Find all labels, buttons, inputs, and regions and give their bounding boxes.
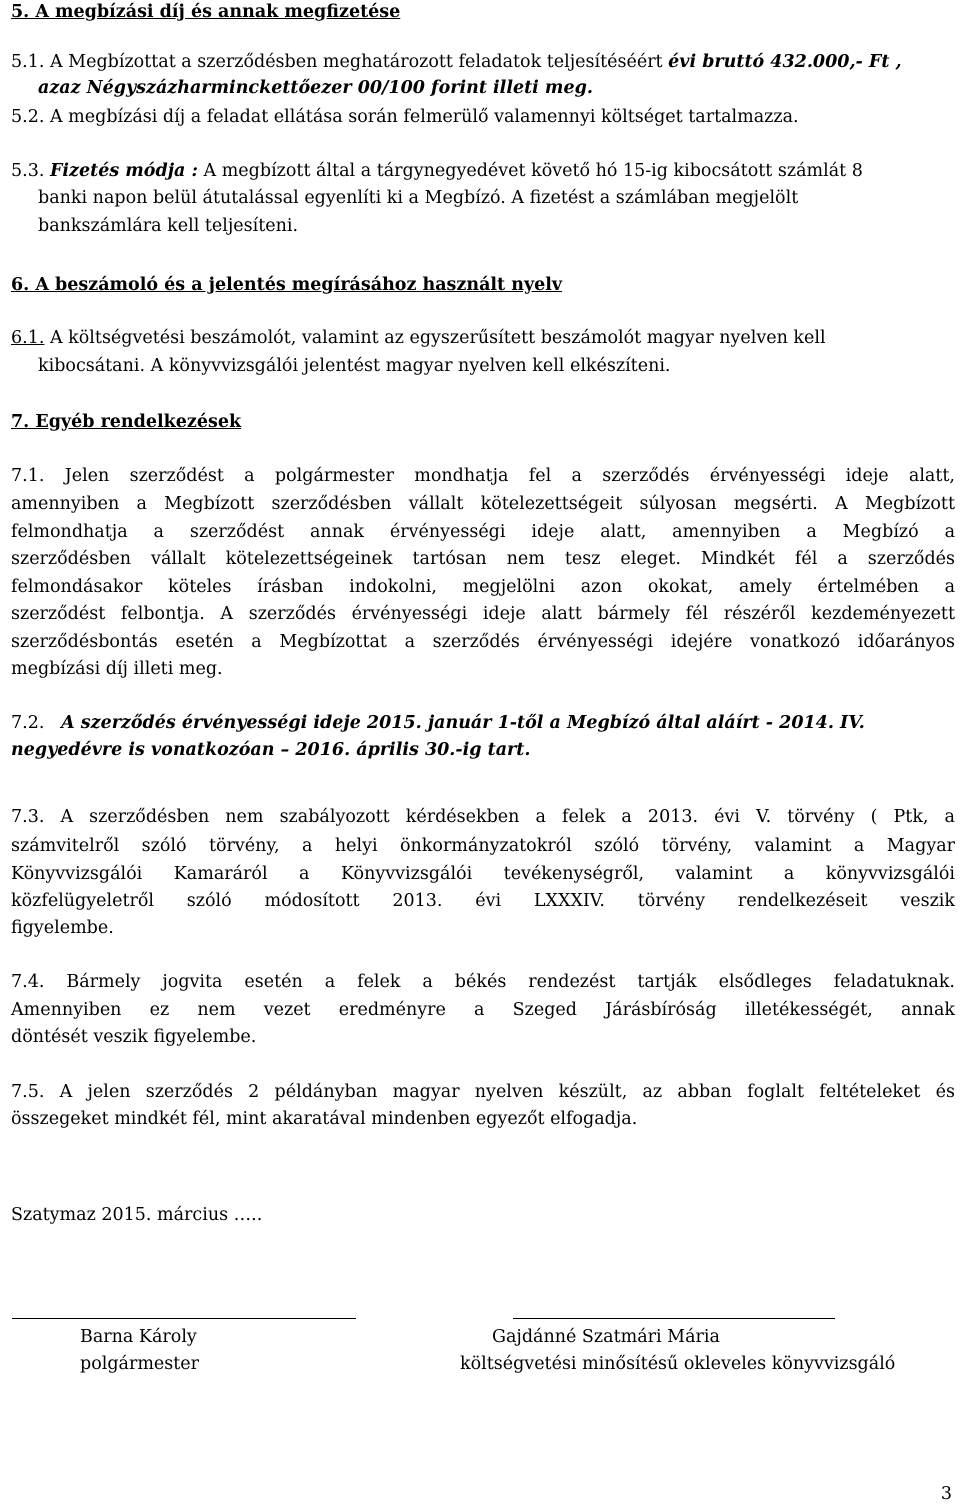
para-7-5-line: 7.5. A jelen szerződés 2 példányban magyar nyelven készült, az abban foglalt feltételeket és xyxy=(11,1082,955,1102)
para-5-1-text: A Megbízottat a szerződésben meghatározott feladatok teljesítéséért xyxy=(49,52,669,72)
section-7-heading: 7. Egyéb rendelkezések xyxy=(11,412,242,432)
para-7-1-line: szerződésben vállalt kötelezettségeinek tartósan nem tesz eleget. Mindkét fél a szerződés xyxy=(11,549,955,569)
para-7-1-line: szerződést felbontja. A szerződés érvényességi ideje alatt bármely fél részéről kezdeményezett xyxy=(11,604,955,624)
para-7-1-line: amennyiben a Megbízott szerződésben vállalt kötelezettségeit súlyosan megsérti. A Megbízott xyxy=(11,494,955,514)
para-7-4-line: döntését veszik figyelembe. xyxy=(11,1027,257,1047)
para-7-4-line: Amennyiben ez nem vezet eredményre a Szeged Járásbíróság illetékességét, annak xyxy=(11,1000,955,1020)
para-5-1-number: 5.1. xyxy=(11,52,45,72)
signature-line-left xyxy=(12,1318,356,1319)
para-7-4-line: 7.4. Bármely jogvita esetén a felek a békés rendezést tartják elsődleges feladatuknak. xyxy=(11,972,955,992)
para-5-3-line-1 xyxy=(11,159,863,183)
para-7-5-line: összegeket mindkét fél, mint akaratával mindenben egyezőt elfogadja. xyxy=(11,1109,638,1129)
para-7-1-line: 7.1. Jelen szerződést a polgármester mondhatja fel a szerződés érvényességi ideje alatt, xyxy=(11,466,955,486)
para-7-3-line: számvitelről szóló törvény, a helyi önkormányzatokról szóló törvény, valamint a Magyar xyxy=(11,836,955,856)
para-5-2-number: 5.2. xyxy=(11,107,45,127)
para-5-3-number: 5.3. xyxy=(11,161,45,181)
signatory-right-title: költségvetési minősítésű okleveles könyvvizsgáló xyxy=(460,1354,896,1374)
para-7-3-line: figyelembe. xyxy=(11,918,114,938)
para-7-2-line-2: negyedévre is vonatkozóan – 2016. április 30.-ig tart. xyxy=(11,740,531,760)
para-7-3-line: közfelügyeletről szóló módosított 2013. évi LXXXIV. törvény rendelkezéseit veszik xyxy=(11,891,955,911)
page-number: 3 xyxy=(940,1484,952,1504)
section-6-heading: 6. A beszámoló és a jelentés megírásához használt nyelv xyxy=(11,275,563,295)
para-7-1-line: felmondásakor köteles írásban indokolni, megjelölni azon okokat, amely értelmében a xyxy=(11,577,955,597)
signatory-left-name: Barna Károly xyxy=(80,1327,197,1347)
para-5-1-line-1 xyxy=(11,50,902,74)
para-5-3-label: Fizetés módja : xyxy=(49,161,198,181)
para-5-1-fee: évi bruttó 432.000,- Ft , xyxy=(668,52,902,72)
para-6-1-line-2: kibocsátani. A könyvvizsgálói jelentést magyar nyelven kell elkészíteni. xyxy=(38,356,671,376)
para-5-2-text: A megbízási díj a feladat ellátása során felmerülő valamennyi költséget tartalmazza. xyxy=(49,107,799,127)
para-7-2-text: A szerződés érvényességi ideje 2015. január 1-től a Megbízó által aláírt - 2014. IV. xyxy=(61,713,865,733)
para-7-1-line: szerződésbontás esetén a Megbízottat a szerződés érvényességi idejére vonatkozó időarányos xyxy=(11,632,955,652)
section-5-heading: 5. A megbízási díj és annak megfizetése xyxy=(11,2,401,22)
signatory-right-name: Gajdánné Szatmári Mária xyxy=(492,1327,720,1347)
para-6-1-text: A költségvetési beszámolót, valamint az egyszerűsített beszámolót magyar nyelven kell xyxy=(44,328,826,348)
para-6-1-number: 6.1. xyxy=(11,328,45,348)
para-5-1-line-2: azaz Négyszázharminckettőezer 00/100 forint illeti meg. xyxy=(38,78,593,98)
para-5-2 xyxy=(11,105,799,129)
para-5-3-line-2: banki napon belül átutalással egyenlíti ki a Megbízó. A fizetést a számlában megjelölt xyxy=(38,188,799,208)
para-7-1-line: felmondhatja a szerződést annak érvényességi ideje alatt, amennyiben a Megbízó a xyxy=(11,522,955,542)
para-7-1-line: megbízási díj illeti meg. xyxy=(11,659,223,679)
para-5-3-line-3: bankszámlára kell teljesíteni. xyxy=(38,216,299,236)
para-6-1-line-1 xyxy=(11,326,826,350)
signatory-left-title: polgármester xyxy=(80,1354,200,1374)
para-5-3-text: A megbízott által a tárgynegyedévet követő hó 15-ig kibocsátott számlát 8 xyxy=(197,161,863,181)
para-7-2-number: 7.2. xyxy=(11,713,45,733)
para-7-2-line-1 xyxy=(11,711,865,735)
para-7-3-line: 7.3. A szerződésben nem szabályozott kérdésekben a felek a 2013. évi V. törvény ( Ptk, a xyxy=(11,807,955,827)
place-date: Szatymaz 2015. március ….. xyxy=(11,1205,263,1225)
signature-line-right xyxy=(513,1318,835,1319)
para-7-3-line: Könyvvizsgálói Kamaráról a Könyvvizsgálói tevékenységről, valamint a könyvvizsgálói xyxy=(11,864,955,884)
